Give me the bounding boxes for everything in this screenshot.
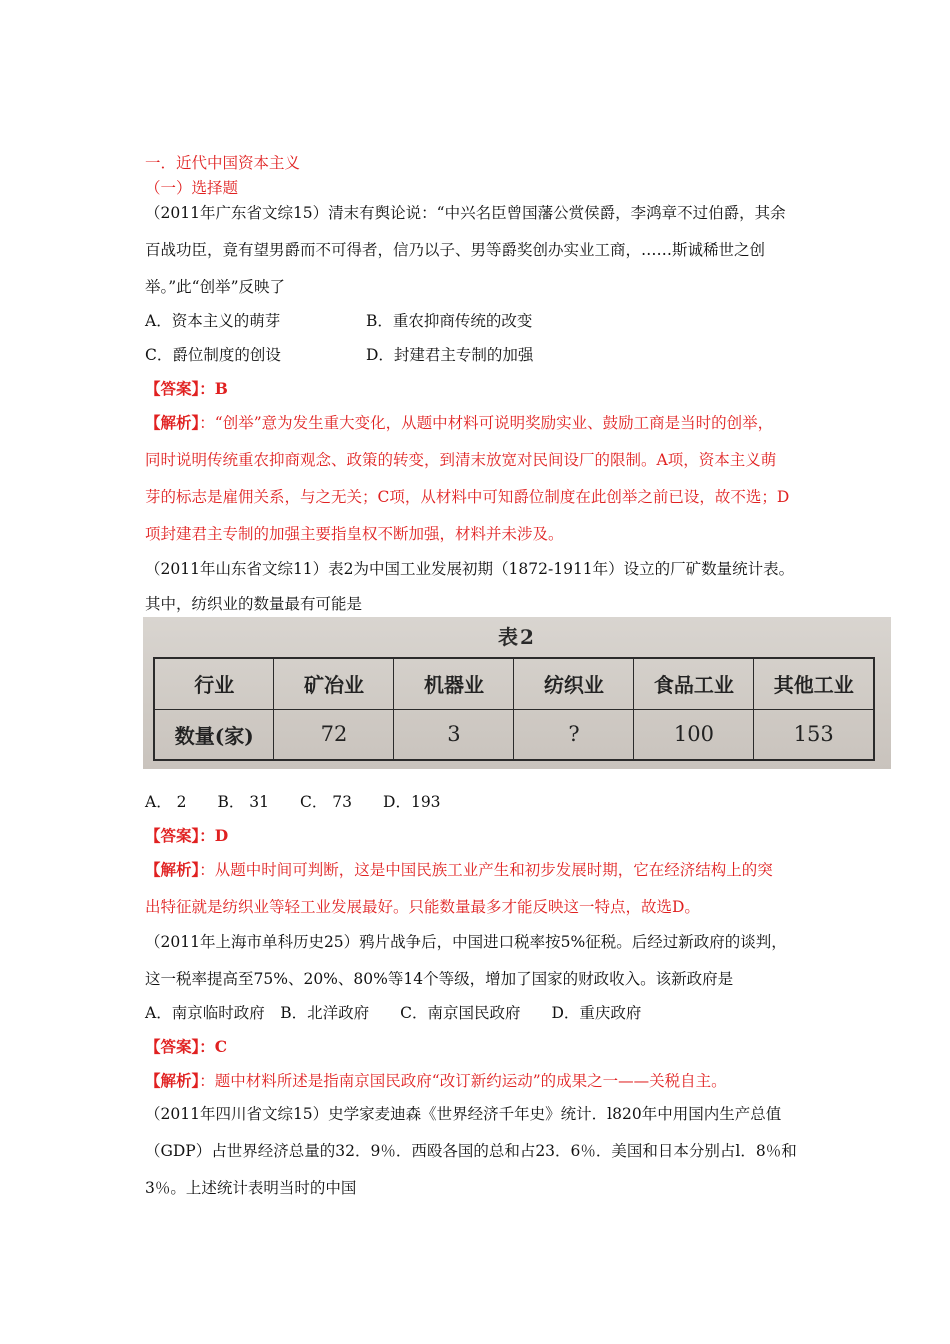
table-header-cell: 其他工业 (754, 658, 874, 709)
q3-explanation-text-1: ：题中材料所述是指南京国民政府“改订新约运动”的成果之一——关税自主。 (199, 1072, 727, 1090)
q1-stem-line-2: 百战功臣，竟有望男爵而不可得者，信乃以子、男等爵奖创办实业工商，……斯诚稀世之创 (145, 241, 766, 259)
q2-options: A． 2 B． 31 C． 73 D．193 (145, 793, 441, 811)
q4-stem-line-2: （GDP）占世界经济总量的32．9％．西殴各国的总和占23．6％．美国和日本分别占l．8％和 (145, 1142, 797, 1160)
q2-stem-line-1: （2011年山东省文综11）表2为中国工业发展初期（1872-1911年）设立的厂矿数量统计表。 (145, 560, 795, 578)
q1-explanation-text-1: ：“创举”意为发生重大变化，从题中材料可说明奖励实业、鼓励工商是当时的创举， (199, 414, 774, 432)
q2-explanation-label: 【解析】 (145, 860, 200, 879)
q1-option-d: D．封建君主专制的加强 (366, 346, 534, 364)
section-title: 一．近代中国资本主义 (145, 154, 301, 172)
table-header-cell: 食品工业 (634, 658, 754, 709)
table-cell: 数量(家) (154, 709, 274, 760)
q3-explanation-line-1 (145, 1071, 727, 1091)
q3-stem-line-1: （2011年上海市单科历史25）鸦片战争后，中国进口税率按5%征税。后经过新政府的谈判， (145, 933, 787, 951)
table-cell: ? (514, 709, 634, 760)
q1-option-c: C．爵位制度的创设 (145, 346, 281, 364)
table-header-cell: 行业 (154, 658, 274, 709)
table-row (154, 709, 874, 760)
section-subtitle: （一）选择题 (145, 179, 239, 197)
q1-stem-line-1: （2011年广东省文综15）清末有舆论说：“中兴名臣曾国藩公赏侯爵，李鸿章不过伯爵，其余 (145, 204, 786, 222)
q1-answer: 【答案】：B (145, 379, 228, 398)
table-cell: 100 (634, 709, 754, 760)
q1-explanation-line-4: 项封建君主专制的加强主要指皇权不断加强，材料并未涉及。 (145, 525, 564, 543)
q4-stem-line-1: （2011年四川省文综15）史学家麦迪森《世界经济千年史》统计．l820年中用国内生产总值 (145, 1105, 782, 1123)
q3-explanation-label: 【解析】 (145, 1071, 200, 1090)
q4-stem-line-3: 3％。上述统计表明当时的中国 (145, 1179, 357, 1197)
q1-stem-line-3: 举。”此“创举”反映了 (145, 278, 286, 296)
table-cell: 153 (754, 709, 874, 760)
q2-answer: 【答案】：D (145, 826, 229, 845)
table-cell: 3 (394, 709, 514, 760)
q1-explanation-line-3: 芽的标志是雇佣关系，与之无关；C项，从材料中可知爵位制度在此创举之前已设，故不选；D (145, 488, 790, 506)
q2-stem-line-2: 其中，纺织业的数量最有可能是 (145, 595, 363, 613)
q1-option-b: B．重农抑商传统的改变 (366, 312, 533, 330)
q2-explanation-line-2: 出特征就是纺织业等轻工业发展最好。只能数量最多才能反映这一特点，故选D。 (145, 898, 700, 916)
q2-explanation-text-1: ：从题中时间可判断，这是中国民族工业产生和初步发展时期，它在经济结构上的突 (199, 861, 773, 879)
table-cell: 72 (274, 709, 394, 760)
q1-explanation-line-2: 同时说明传统重农抑商观念、政策的转变，到清末放宽对民间设厂的限制。A项，资本主义萌 (145, 451, 777, 469)
q1-option-a: A．资本主义的萌芽 (145, 312, 281, 330)
q1-explanation-label: 【解析】 (145, 413, 200, 432)
q3-answer: 【答案】：C (145, 1037, 228, 1056)
table-2-photo (143, 617, 891, 769)
table-header-cell: 纺织业 (514, 658, 634, 709)
q3-options: A．南京临时政府 B．北洋政府 C．南京国民政府 D．重庆政府 (145, 1004, 642, 1022)
q3-stem-line-2: 这一税率提高至75%、20%、80%等14个等级，增加了国家的财政收入。该新政府是 (145, 970, 734, 988)
factory-count-table (153, 657, 875, 761)
q1-explanation-line-1 (145, 413, 773, 433)
table-header-cell: 矿冶业 (274, 658, 394, 709)
table-caption: 表2 (498, 625, 536, 649)
table-header-cell: 机器业 (394, 658, 514, 709)
q2-explanation-line-1 (145, 860, 773, 880)
table-header-row (154, 658, 874, 709)
